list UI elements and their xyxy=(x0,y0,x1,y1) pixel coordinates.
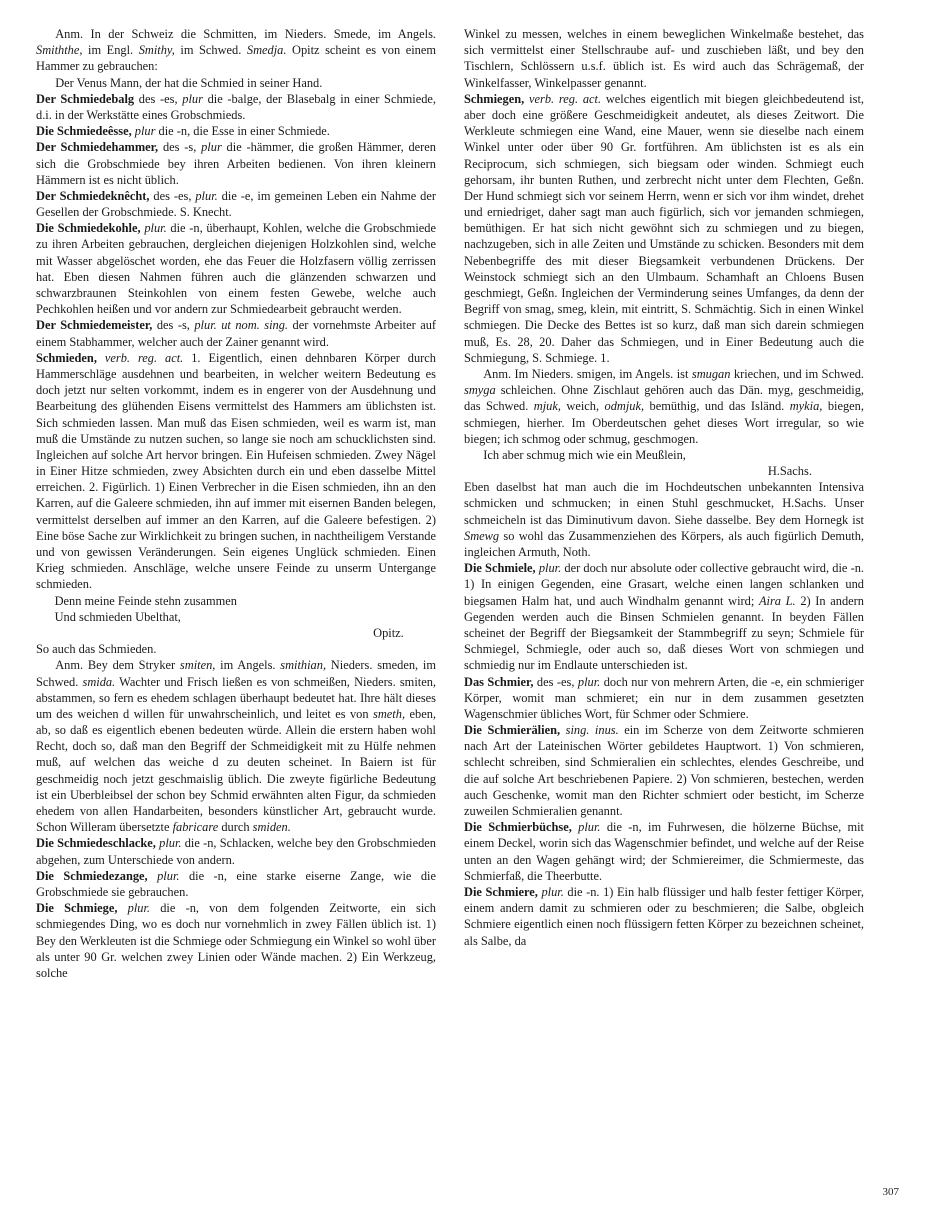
paragraph xyxy=(464,463,864,479)
text-run: Anm. Bey dem Stryker xyxy=(55,658,180,673)
italic-term: smiden. xyxy=(252,820,291,835)
italic-term: plur. xyxy=(159,836,182,851)
text-run: die -balge, der Blasebalg in einer Schmiede, d.i. in der Werkstätte eines Grobschmieds. xyxy=(36,91,437,122)
paragraph xyxy=(36,350,436,593)
text-run: Nieders. smeden, im Schwed. xyxy=(36,658,436,689)
italic-term: plur. xyxy=(541,884,564,899)
text-run: Eben daselbst hat man auch die im Hochdeutschen unbekannten Intensiva schmicken und schmucken; in einen Stuhl geschmucket, H.Sachs. Unser schmeicheln ist das Diminutivum davon. Siehe dasselbe. Bey dem Hornegk ist xyxy=(464,480,864,527)
text-run: des -es, xyxy=(149,188,196,203)
italic-term: smeth, xyxy=(373,706,406,721)
italic-term: plur xyxy=(134,124,156,139)
italic-term: plur. xyxy=(578,820,601,835)
text-run: im Angels. xyxy=(215,658,281,673)
paragraph xyxy=(464,722,864,819)
text-run: die -e, im gemeinen Leben ein Nahme der Gesellen der Grobschmiede. S. Knecht. xyxy=(36,188,437,220)
italic-term: mykia, xyxy=(789,399,823,414)
text-run: Und schmieden Ubelthat, xyxy=(54,609,181,624)
headword: Die Schmiedekohle, xyxy=(36,221,141,236)
paragraph xyxy=(464,26,864,91)
text-run: die -n, von dem folgenden Zeitworte, ein sich schmiegendes Ding, wo es doch nur vornehmlich in zwey Fällen üblich ist. 1) Bey den Werkleuten ist die Schmiege oder Schmiegung ein Winkel so wohl über als unter 90 Gr. welchen zwey Linien oder Wände machen. 2) Ein Werkzeug, solche xyxy=(36,901,436,980)
text-run: Anm. In der Schweiz die Schmitten, im Nieders. Smede, im Angels. xyxy=(55,27,436,41)
paragraph xyxy=(36,91,436,123)
italic-term: Smedja. xyxy=(246,43,287,58)
italic-term: smiten, xyxy=(179,658,216,673)
text-run: doch nur von mehrern Arten, die -e, ein schmieriger Körper, womit man schmieret; ein nur in dem zusammen gesetzten Wagenschmier übliches Wort, für Schmer oder Schmiere. xyxy=(464,674,864,721)
italic-term: smida. xyxy=(82,674,116,689)
paragraph xyxy=(36,657,436,835)
text-run: des -s, xyxy=(152,318,195,333)
text-run: durch xyxy=(218,820,253,835)
text-run: kriechen, und im Schwed. xyxy=(730,366,864,381)
text-run: Winkel zu messen, welches in einem beweglichen Winkelmaße bestehet, das sich vermittelst einer Stellschraube auf- und zuschieben läßt, und bey den Tischlern, Schlössern u.s.f. üblich ist. Es wird auch das Schrägemaß, der Winkelfasser, Winkelpasser genannt. xyxy=(464,27,864,90)
italic-term: verb. reg. act. xyxy=(529,91,602,106)
paragraph xyxy=(36,625,436,641)
headword: Das Schmier, xyxy=(464,674,534,689)
text-run: die -n, Schlacken, welche bey den Grobschmieden abgehen, zum Unterschiede von andern. xyxy=(36,836,436,867)
text-run: 2) In andern Gegenden werden auch die Binsen Schmielen genannt. In beyden Fällen scheinet der Begriff der Biegsamkeit der Stammbegriff zu seyn; Schmiele für Schmiegel, Schmiegle, oder auch so, daß dieses Wort von schmiegen und schmiedig nur im Endlaute unterschieden ist. xyxy=(464,593,864,673)
italic-term: plur. ut nom. sing. xyxy=(194,318,289,333)
text-run: so wohl das Zusammenziehen des Körpers, als auch figürlich Demuth, ingleichen Armuth, Noth. xyxy=(464,528,864,559)
text-run: Opitz. xyxy=(373,625,404,640)
right-text-column xyxy=(464,26,864,1166)
paragraph xyxy=(36,641,436,657)
text-run: des -es, xyxy=(533,674,578,689)
italic-term: Aira L. xyxy=(758,593,796,608)
text-run: ein im Scherze von dem Zeitworte schmieren nach Art der Lateinischen Wörter gebildetes Hauptwort. 1) Von schmieren, schlecht schreiben, sind Schmieralien ein schlechtes, elendes Geschreibe, und die auf solche Art beschriebenen Papiere. 2) Von schmieren, bestechen, werden auch Geschenke, womit man den Richter schmiert oder besticht, im Scherze zuweilen Schmieralien genannt. xyxy=(464,723,864,818)
headword: Der Schmiedebalg xyxy=(36,91,135,106)
text-run: Denn meine Feinde stehn zusammen xyxy=(54,593,237,608)
paragraph xyxy=(36,835,436,867)
italic-term: smyga xyxy=(464,383,496,398)
text-run: welches eigentlich mit biegen gleichbedeutend ist, aber doch eine größere Geschmeidigkeit andeutet, als dieses Zeitwort. Die Werkleute schmiegen eine Wand, eine Mauer, wenn sie dieselbe nach einem Winkel unter oder über 90 Gr. fortführen. Am üblichsten ist es als ein Reciprocum, sich schmiegen, sich biegsam oder winden. Schmiegt euch gehorsam, ihr bunten Ruthen, und zerbrecht nicht unter dem Flechten, Geßn. Der Hund schmiegt sich vor seinem Herrn, wenn er sich vor ihm windet, drehet und erniedriget, daher sagt man auch figürlich, sich vor jemanden schmiegen, bemüthigen. Er hat sich nicht gewöhnt sich zu schmiegen und zu biegen, nachzugeben, sich in alle Zeiten und Umstände zu schicken. Besonders mit dem Nebenbegriffe des mit dieser Biegsamkeit verbundenen Drückens. Der Weinstock schmiegt sich an den Ulmbaum. Schamhaft an Chloens Busen geschmiegt, Geßn. Ingleichen der Verminderung seines Umfanges, da denn der Begriff von smag, smeg, klein, mit eintritt, S. Schmächtig. Sich in einen Winkel schmiegen. Die Decke des Bettes ist so kurz, daß man sich darein schmiegen muß, Es. 28, 20. Daher das Schmiegen, und in Einer Bedeutung auch die Schmiegung, S. Schmiege. 1. xyxy=(464,91,864,365)
headword: Die Schmiere, xyxy=(464,884,538,899)
paragraph xyxy=(464,560,864,673)
paragraph xyxy=(36,75,436,91)
paragraph xyxy=(36,26,436,75)
italic-term: mjuk, xyxy=(533,399,561,414)
italic-term: Smiththe, xyxy=(36,43,83,58)
italic-term: verb. reg. act. xyxy=(104,350,184,365)
paragraph xyxy=(36,593,436,609)
text-run: H.Sachs. xyxy=(767,464,812,479)
text-run: Opitz scheint es von einem Hammer zu gebrauchen: xyxy=(36,43,437,74)
italic-term: Smithy, xyxy=(138,43,175,58)
text-run: des -s, xyxy=(158,140,202,155)
text-run xyxy=(148,869,157,883)
text-run: biegen, schmiegen, hierher. Im Oberdeutschen gehet dieses Wort irregular, so wie biegen; ich schmog oder schmug, geschmogen. xyxy=(464,399,864,446)
paragraph xyxy=(36,317,436,349)
italic-term: sing. inus. xyxy=(565,723,619,738)
paragraph xyxy=(36,188,436,220)
paragraph xyxy=(36,609,436,625)
italic-term: fabricare xyxy=(172,820,219,835)
text-run: die -n, die Esse in einer Schmiede. xyxy=(155,124,330,139)
text-run: des -es, xyxy=(134,91,183,106)
italic-term: smithian, xyxy=(280,658,327,673)
headword: Die Schmierbüchse, xyxy=(464,820,572,835)
italic-term: plur. xyxy=(577,674,601,689)
paragraph xyxy=(464,819,864,884)
text-run: Wachter und Frisch ließen es von schmeißen, Nieders. smiten, abstammen, so fern es ehedem schlagen überhaupt bedeutet hat. Ihre hält dieses um des weichen d willen für unwahrscheinlich, und leitet es von xyxy=(36,674,436,721)
italic-term: plur. xyxy=(127,901,151,916)
italic-term: odmjuk, xyxy=(604,399,645,414)
text-run: die -n, im Fuhrwesen, die hölzerne Büchse, mit einem Deckel, worin sich das Wagenschmier befindet, und welche auf der Reise unten an den Wagen gehängt wird; der Schmiereimer, die Schmiermeste, das Schmierfaß, die Theerbutte. xyxy=(464,820,864,883)
italic-term: plur. xyxy=(144,221,167,236)
italic-term: plur xyxy=(201,140,222,155)
text-run: eben, ab, so daß es eigentlich ebenen bedeuten würde. Allein die erstern haben wohl Recht, doch so, daß man den Begriff der Schmeidigkeit mit zu Hülfe nehmen muß, auf welchen das weiche d zu deuten scheinet. In Baiern ist für geschmeidig noch jetzt geschmaislig üblich. Die zweyte figürliche Bedeutung ist ein Uberbleibsel der schon bey Schmid erwähnten alten Figur, da schmieden ehedem von allen Handarbeiten, besonders künstlicher Art, gebraucht wurde. Schon Willeram übersetzte xyxy=(36,706,436,835)
text-run: So auch das Schmieden. xyxy=(36,642,157,657)
two-column-layout xyxy=(36,26,899,1166)
text-run: die -n. 1) Ein halb flüssiger und halb fester fettiger Körper, einem andern damit zu schmieren oder zu beschmieren; die Salbe, obgleich Schmiere eigentlich einen noch flüssigern fetten Körper zu bezeichnen scheinet, als Salbe, da xyxy=(464,884,864,948)
page-number: 307 xyxy=(882,1186,899,1198)
headword: Der Schmiedehammer, xyxy=(36,140,159,155)
italic-term: plur. xyxy=(538,561,562,576)
paragraph xyxy=(464,366,864,447)
left-text-column xyxy=(36,26,436,1166)
headword: Die Schmiege, xyxy=(36,901,118,916)
text-run: die -n, überhaupt, Kohlen, welche die Grobschmiede zu ihren Arbeiten gebrauchen, dergleichen diejenigen Holzkohlen sind, welche mit Wasser abgelöschet worden, ehe das Feuer die Holzfasern völlig zerrissen hat. Eben diesen Nahmen führen auch die glänzenden schwarzen und schwarzbraunen Steinkohlen von einem festen Gewebe, welche auch Pechkohlen heißen und vor andern zur Schmiedearbeit gebraucht werden. xyxy=(36,221,437,317)
paragraph xyxy=(36,868,436,900)
italic-term: Smewg xyxy=(464,528,500,543)
text-run: Ich aber schmug mich wie ein Meußlein, xyxy=(483,447,686,462)
headword: Die Schmierälien, xyxy=(464,723,561,738)
text-run: der vornehmste Arbeiter auf einem Stabhammer, welcher auch der Zainer genannt wird. xyxy=(36,318,437,349)
italic-term: smugan xyxy=(691,366,731,381)
text-run: Anm. Im Nieders. smigen, im Angels. ist xyxy=(483,366,692,381)
text-run: weich, xyxy=(560,399,605,414)
headword: Schmiegen, xyxy=(464,91,525,106)
text-run: die -n, eine starke eiserne Zange, wie die Grobschmiede sie gebrauchen. xyxy=(36,868,436,899)
paragraph xyxy=(464,91,864,366)
headword: Die Schmiedeschlacke, xyxy=(36,836,156,851)
italic-term: plur xyxy=(182,91,203,106)
paragraph xyxy=(464,674,864,723)
text-run: der doch nur absolute oder collective gebraucht wird, die -n. 1) In einigen Gegenden, eine Grasart, welche einen langen schlanken und biegsamen Halm hat, und auch Windhalm genannt wird; xyxy=(464,561,864,608)
text-run: im Schwed. xyxy=(174,43,247,58)
text-run: die -hämmer, die großen Hämmer, deren sich die Grobschmiede bey ihren Arbeiten bedienen. Von ihren kleinern Hämmern ist es nicht üblich. xyxy=(36,140,437,187)
paragraph xyxy=(464,479,864,560)
headword: Schmieden, xyxy=(36,350,97,365)
italic-term: plur. xyxy=(157,868,180,883)
italic-term: plur. xyxy=(195,188,218,203)
text-run: 1. Eigentlich, einen dehnbaren Körper durch Hammerschläge ausdehnen und bearbeiten, in welcher weitern Bedeutung es doch jetzt nur selten vorkommt, indem es in engerer von der Ausdehnung und Bearbeitung des glühenden Eisens vermittelst des Hammers am üblichsten ist. Sich schmieden lassen. Man muß das Eisen schmieden, weil es warm ist, man muß die Umstände zu nutzen suchen, so lange sie noch am schucklichsten sind. Ingleichen auf solche Art hervor bringen. Ein Hufeisen schmieden. Zwey Nägel in Einer Hitze schmieden, zwey Absichten durch ein und eben dasselbe Mittel erreichen. 2. Figürlich. 1) Einen Verbrecher in die Eisen schmieden, ihn an den Karren, auf die Galeere schmieden, ihn auf immer mit eisernen Banden belegen, vermittelst derselben auf immer an den Karren, auf die Galeere befestigen. 2) Eine böse Sache zur Wirklichkeit zu bringen suchen, in nachtheiligem Verstande und von gewissen Veränderungen. Sein eigenes Unglück schmieden. Einen Krieg schmieden. Anschläge, welche unsere Feinde zu unserm Untergange schmieden. xyxy=(36,350,436,592)
paragraph xyxy=(36,123,436,139)
text-run: im Engl. xyxy=(82,43,139,58)
paragraph xyxy=(36,139,436,188)
text-run: bemüthig, und das Isländ. xyxy=(644,399,790,414)
headword: Die Schmiedezange, xyxy=(36,868,148,883)
text-run xyxy=(97,351,105,365)
text-run xyxy=(117,901,127,915)
headword: Der Schmiedemeister, xyxy=(36,318,153,333)
headword: Der Schmiedeknêcht, xyxy=(36,188,150,203)
headword: Die Schmiele, xyxy=(464,561,536,576)
headword: Die Schmiedeêsse, xyxy=(36,124,132,139)
paragraph xyxy=(464,447,864,463)
paragraph xyxy=(36,220,436,317)
text-run: schleichen. Ohne Zischlaut gehören auch das Dän. myg, geschmeidig, das Schwed. xyxy=(464,383,864,414)
paragraph xyxy=(464,884,864,949)
text-run: Der Venus Mann, der hat die Schmied in seiner Hand. xyxy=(55,75,323,90)
paragraph xyxy=(36,900,436,981)
